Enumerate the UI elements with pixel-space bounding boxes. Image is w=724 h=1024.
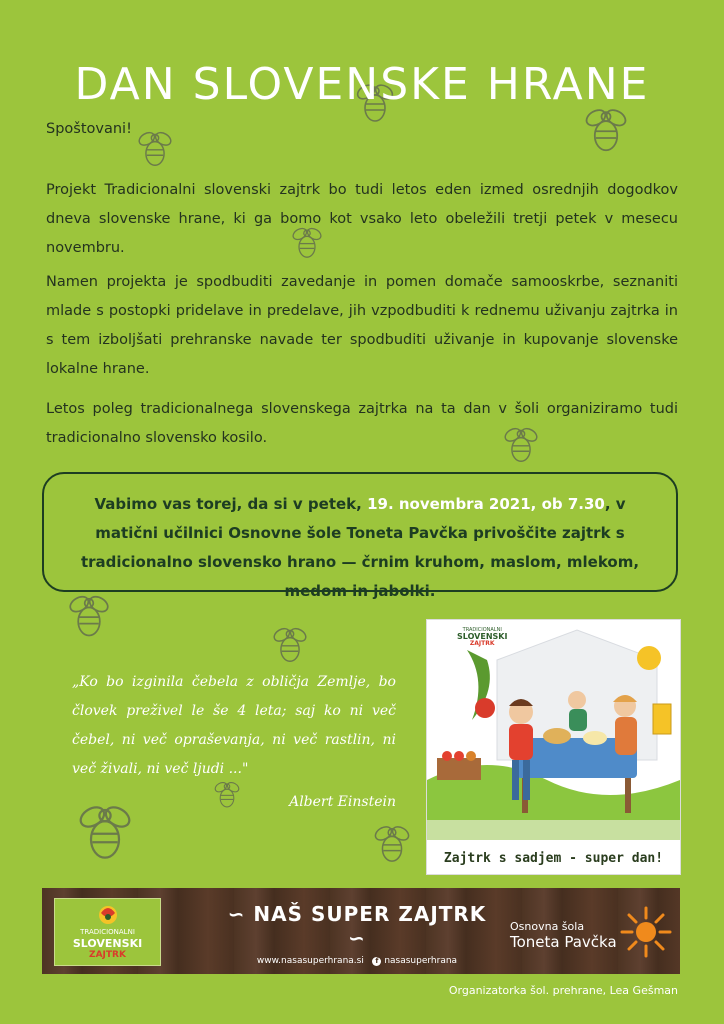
logo-line-1: TRADICIONALNI <box>80 928 135 936</box>
organizer-note: Organizatorka šol. prehrane, Lea Gešman <box>448 984 678 997</box>
breakfast-illustration <box>427 620 680 840</box>
invitation-text-end: , v matični učilnici Osnovne šole Toneta Pavčka privoščite zajtrk s tradicionalno slovensko hrano — črnim kruhom, maslom, mlekom, medom in jabolki. <box>80 495 640 600</box>
logo-line-3: ZAJTRK <box>89 950 126 960</box>
zajtrk-logo <box>54 898 161 966</box>
quote-author: Albert Einstein <box>289 794 396 810</box>
paragraph-3: Letos poleg tradicionalnega slovenskega zajtrka na ta dan v šoli organiziramo tudi tradicionalno slovensko kosilo. <box>46 401 678 446</box>
book-caption: Zajtrk s sadjem - super dan! <box>443 851 664 866</box>
banner-title: ∽ NAŠ SUPER ZAJTRK ∽ <box>227 902 487 950</box>
sun-logo-icon <box>620 906 672 958</box>
book-logo: TRADICIONALNI SLOVENSKI ZAJTRK <box>457 627 508 647</box>
invitation-text-start: Vabimo vas torej, da si v petek, <box>94 495 368 513</box>
social-handle[interactable]: nasasuperhrana <box>384 956 458 966</box>
banner-links <box>222 956 492 966</box>
bee-icon <box>62 590 116 640</box>
website-link[interactable]: www.nasasuperhrana.si <box>256 956 364 966</box>
bee-icon <box>368 822 416 864</box>
school-name: Osnovna šola Toneta Pavčka <box>510 920 617 951</box>
bee-icon <box>267 624 313 664</box>
invitation-date: 19. novembra 2021, ob 7.30 <box>367 495 605 513</box>
swirl-right-icon: ∽ <box>348 926 366 950</box>
book-cover-image <box>427 620 680 874</box>
banner-center <box>222 902 492 966</box>
invitation-callout <box>42 472 678 600</box>
logo-line-2: SLOVENSKI <box>72 937 143 950</box>
paragraph-2: Namen projekta je spodbuditi zavedanje in pomen domače samooskrbe, seznaniti mlade s postopki pridelave in predelave, jih vzpodbuditi k rednemu uživanju zajtrka in s tem izboljšati prehranske navade ter spodbuditi uživanje in kupovanje slovenske lokalne hrane. <box>46 274 678 377</box>
swirl-left-icon: ∽ <box>227 902 254 926</box>
page-title: DAN SLOVENSKE HRANE <box>74 59 650 111</box>
footer-banner <box>42 888 680 974</box>
facebook-icon: f <box>372 957 381 966</box>
logo-rooster-icon <box>93 903 123 925</box>
quote-text: „Ko bo izginila čebela z obličja Zemlje, bo človek preživel le še 4 leta; saj ko ni več čebel, ni več opraševanja, ni več rastlin, ni več živali, ni več ljudi ..." <box>72 674 396 777</box>
paragraph-1: Projekt Tradicionalni slovenski zajtrk bo tudi letos eden izmed osrednjih dogodkov dneva slovenske hrane, ki ga bomo kot vsako leto obeležili tretji petek v mesecu novembru. <box>46 182 678 256</box>
greeting: Spoštovani! <box>46 121 132 137</box>
